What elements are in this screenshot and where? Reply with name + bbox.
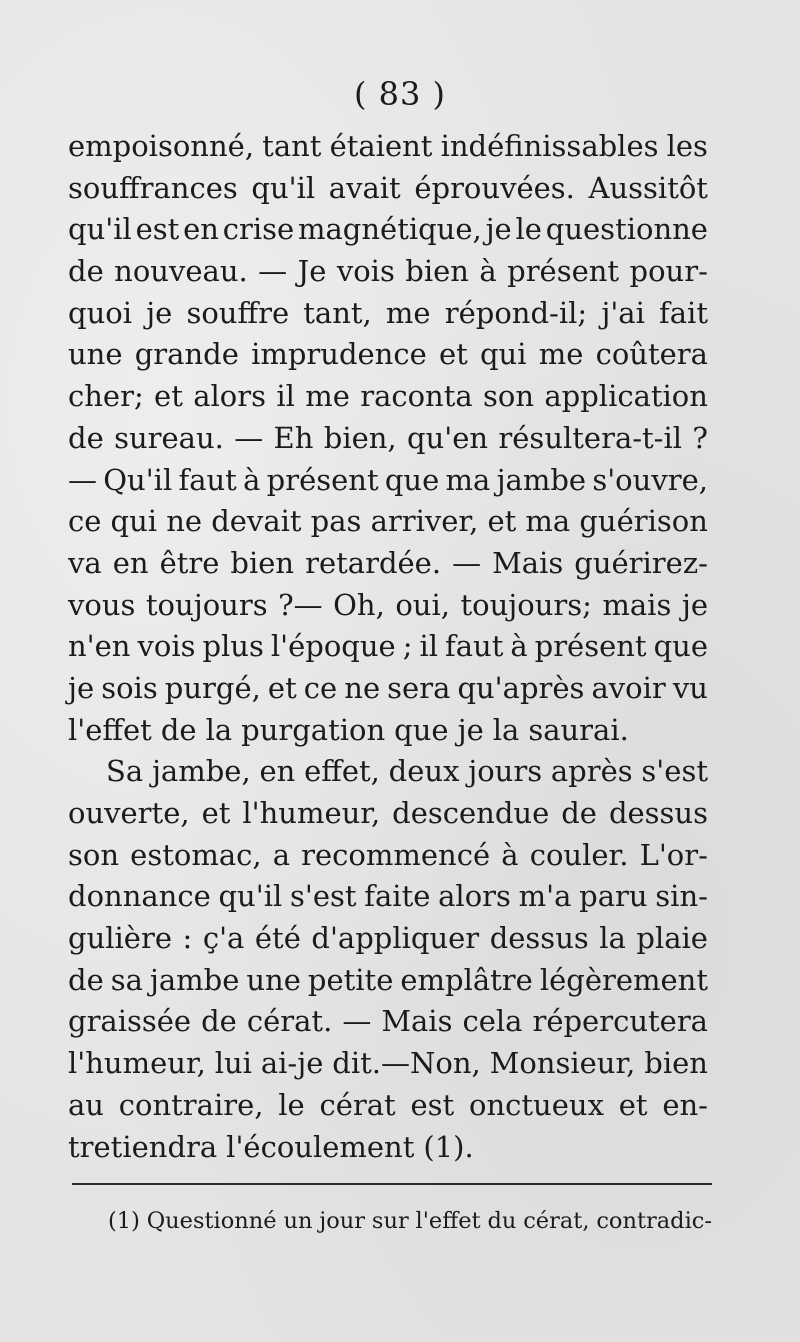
word: vois — [336, 254, 395, 289]
word: nouveau. — [114, 254, 248, 289]
word: retardée. — [305, 545, 442, 580]
word: Eh — [273, 420, 314, 455]
word: après — [550, 754, 633, 789]
text-line — [68, 668, 708, 710]
text-line — [68, 751, 708, 793]
text-line — [68, 293, 708, 335]
word: plaie — [636, 921, 708, 956]
word: guérison — [579, 504, 708, 539]
footnote-word: (1) — [108, 1208, 140, 1234]
footnote-word: sur — [371, 1208, 409, 1234]
word: en — [112, 545, 149, 580]
word: couler. — [529, 837, 629, 872]
word: légèrement — [539, 962, 708, 997]
word: quoi — [68, 295, 132, 330]
word: crise — [222, 212, 295, 247]
text-line — [68, 209, 708, 251]
word: alors — [193, 379, 266, 414]
word: pas — [310, 504, 362, 539]
word: répond-il; — [444, 295, 588, 330]
word: l'humeur, — [68, 1046, 206, 1081]
word: sin- — [655, 879, 708, 914]
word: présent — [266, 462, 379, 497]
word: n'en — [68, 629, 131, 664]
word: contraire, — [118, 1087, 264, 1122]
word: la — [492, 712, 520, 747]
footnote-word: Questionné — [146, 1208, 277, 1234]
word: bien — [644, 1046, 708, 1081]
word: jours — [468, 754, 543, 789]
word: de — [68, 254, 104, 289]
text-line — [68, 1085, 708, 1127]
word: le — [515, 212, 542, 247]
word: souffre — [186, 295, 290, 330]
word: pour- — [629, 254, 708, 289]
word: son — [483, 379, 535, 414]
word: oui, — [395, 587, 450, 622]
word: ç'a — [202, 921, 245, 956]
word: à — [501, 837, 519, 872]
word: cela — [462, 1004, 523, 1039]
word: Qu'il — [103, 462, 173, 497]
word: bien — [230, 545, 295, 580]
word: bien — [405, 254, 469, 289]
text-line — [68, 876, 708, 918]
word: les — [666, 129, 708, 163]
word: ma — [445, 462, 491, 497]
word: mais — [602, 587, 672, 622]
word: plus — [202, 629, 264, 664]
footnote-word: du — [487, 1208, 517, 1234]
word: va — [68, 545, 102, 580]
word: lui — [214, 1046, 252, 1081]
word: est — [410, 1087, 455, 1122]
word: répercutera — [532, 1004, 708, 1039]
word: emplâtre — [400, 962, 533, 997]
page-number: ( 83 ) — [353, 75, 447, 113]
word: vous — [68, 587, 136, 622]
word: que — [384, 462, 440, 497]
word: présent — [534, 629, 647, 664]
text-line — [68, 1043, 708, 1085]
word: empoisonné, — [68, 129, 255, 163]
word: gulière — [68, 921, 172, 956]
text-line — [68, 334, 708, 376]
word: sera — [387, 670, 451, 705]
word: vu — [672, 670, 708, 705]
word: tretiendra — [68, 1129, 218, 1164]
word: tant, — [303, 295, 372, 330]
word: souffrances — [68, 170, 238, 205]
footnote-rule — [72, 1183, 712, 1185]
text-line — [68, 251, 708, 293]
footnote-word: l'effet — [415, 1208, 481, 1234]
word: et — [154, 379, 183, 414]
word: ouverte, — [68, 796, 190, 830]
footnote — [108, 1204, 712, 1238]
word: l'effet — [68, 712, 152, 747]
word: au — [68, 1087, 104, 1122]
text-line — [68, 835, 708, 877]
word: bien, — [323, 420, 397, 455]
word: me — [305, 379, 350, 414]
word: qu'il — [251, 170, 316, 205]
word: ?— — [278, 587, 323, 622]
word: qu'en — [407, 420, 489, 455]
word: saurai. — [528, 712, 629, 747]
word: je — [146, 295, 173, 330]
word: de — [68, 962, 104, 997]
word: deux — [388, 754, 460, 789]
word: de — [160, 712, 197, 747]
word: s'est — [289, 879, 357, 914]
word: ; — [402, 629, 413, 664]
word: grande — [134, 337, 239, 372]
word: l'humeur, — [242, 796, 381, 830]
word: résultera-t-il — [498, 420, 683, 455]
word: et — [438, 337, 468, 372]
word: d'appliquer — [311, 921, 480, 956]
word: imprudence — [251, 337, 427, 372]
word: l'époque — [270, 629, 396, 664]
text-line — [68, 168, 708, 210]
text-line — [68, 793, 708, 835]
word: cérat — [319, 1087, 396, 1122]
word: : — [182, 921, 193, 956]
word: que — [653, 629, 708, 664]
word: en — [259, 754, 296, 789]
word: cérat. — [246, 1004, 333, 1039]
word: présent — [507, 254, 620, 289]
word: ai-je — [260, 1046, 324, 1081]
word: cher; — [68, 379, 144, 414]
word: Aussitôt — [588, 170, 708, 205]
word: onctueux — [469, 1087, 604, 1122]
word: qu'il — [218, 879, 283, 914]
word: arriver, — [370, 504, 479, 539]
word: une — [246, 962, 301, 997]
word: j'ai — [601, 295, 645, 330]
word: ce — [68, 504, 102, 539]
text-line — [68, 126, 708, 168]
word: petite — [307, 962, 394, 997]
word: Mais — [492, 545, 564, 580]
word: l'écoulement — [226, 1129, 415, 1164]
word: de — [561, 796, 597, 830]
word: il — [419, 629, 439, 664]
word: ? — [692, 420, 708, 455]
word: Mais — [381, 1004, 453, 1039]
word: coûtera — [595, 337, 708, 372]
word: faut — [178, 462, 237, 497]
word: qui — [479, 337, 527, 372]
word: à — [510, 629, 528, 664]
word: dessus — [608, 796, 708, 830]
word: à — [479, 254, 497, 289]
footnote-word: jour — [319, 1208, 366, 1234]
word: graissée — [68, 1004, 192, 1039]
word: Sa — [106, 754, 144, 789]
text-line — [68, 501, 708, 543]
text-line — [68, 585, 708, 627]
word: il — [276, 379, 295, 414]
word: toujours; — [460, 587, 592, 622]
word: éprouvées. — [414, 170, 575, 205]
word: paru — [579, 879, 648, 914]
word: faite — [364, 879, 431, 914]
word: (1). — [423, 1129, 474, 1164]
word: son — [68, 837, 120, 872]
text-line — [68, 1001, 708, 1043]
word: alors — [438, 879, 511, 914]
word: dit.—Non, — [332, 1046, 481, 1081]
word: est — [135, 212, 180, 247]
word: et — [267, 670, 297, 705]
word: estomac, — [130, 837, 262, 872]
word: toujours — [145, 587, 268, 622]
word: Monsieur, — [489, 1046, 636, 1081]
word: qu'il — [68, 212, 132, 247]
word: devait — [211, 504, 302, 539]
word: sureau. — [114, 420, 224, 455]
word: en- — [662, 1087, 708, 1122]
word: L'or- — [639, 837, 708, 872]
word: tant — [262, 129, 322, 163]
word: ne — [344, 670, 381, 705]
word: jambe — [149, 962, 240, 997]
word: avait — [328, 170, 401, 205]
word: je — [485, 212, 512, 247]
word: Je — [297, 254, 327, 289]
word: — — [258, 254, 288, 289]
word: je — [68, 670, 95, 705]
text-line — [68, 960, 708, 1002]
footnote-word: un — [283, 1208, 313, 1234]
text-line — [68, 543, 708, 585]
word: une — [68, 337, 123, 372]
word: être — [159, 545, 220, 580]
word: effet, — [304, 754, 380, 789]
text-line — [68, 710, 708, 752]
word: — — [234, 420, 264, 455]
word: je — [681, 587, 708, 622]
word: et — [201, 796, 231, 830]
word: je — [457, 712, 484, 747]
text-line — [68, 918, 708, 960]
word: ne — [166, 504, 203, 539]
word: étaient — [329, 129, 433, 163]
word: me — [538, 337, 584, 372]
word: jambe — [496, 462, 587, 497]
word: indéfinissables — [440, 129, 659, 163]
text-line — [68, 626, 708, 668]
word: a — [272, 837, 291, 872]
word: jambe, — [151, 754, 251, 789]
word: magnétique, — [298, 212, 482, 247]
word: faut — [445, 629, 504, 664]
word: qu'après — [457, 670, 585, 705]
word: raconta — [360, 379, 473, 414]
text-line — [68, 460, 708, 502]
word: me — [385, 295, 431, 330]
word: que — [394, 712, 449, 747]
word: guérirez- — [574, 545, 708, 580]
word: purgation — [241, 712, 386, 747]
word: purgé, — [164, 670, 261, 705]
word: application — [544, 379, 708, 414]
word: sois — [101, 670, 158, 705]
text-line — [68, 376, 708, 418]
word: — — [452, 545, 482, 580]
text-line — [68, 418, 708, 460]
word: qui — [110, 504, 158, 539]
word: fait — [659, 295, 708, 330]
word: questionne — [545, 212, 708, 247]
word: s'est — [641, 754, 708, 789]
word: à — [243, 462, 261, 497]
word: de — [68, 420, 104, 455]
word: dessus — [489, 921, 589, 956]
word: — — [68, 462, 97, 497]
word: s'ouvre, — [592, 462, 708, 497]
word: descendue — [392, 796, 550, 830]
footnote-word: cérat, — [523, 1208, 590, 1234]
word: recommencé — [301, 837, 491, 872]
word: — — [342, 1004, 372, 1039]
word: de — [201, 1004, 237, 1039]
word: sa — [110, 962, 143, 997]
word: le — [278, 1087, 305, 1122]
word: ma — [525, 504, 571, 539]
word: donnance — [68, 879, 211, 914]
word: été — [254, 921, 301, 956]
word: en — [183, 212, 219, 247]
word: m'a — [518, 879, 572, 914]
word: et — [487, 504, 517, 539]
body-text — [68, 126, 708, 1168]
word: avoir — [591, 670, 666, 705]
word: vois — [137, 629, 196, 664]
word: et — [618, 1087, 648, 1122]
footnote-word: contradic- — [596, 1208, 712, 1234]
word: ce — [303, 670, 338, 705]
text-line — [68, 1127, 708, 1169]
word: Oh, — [333, 587, 385, 622]
word: la — [205, 712, 233, 747]
word: la — [599, 921, 626, 956]
